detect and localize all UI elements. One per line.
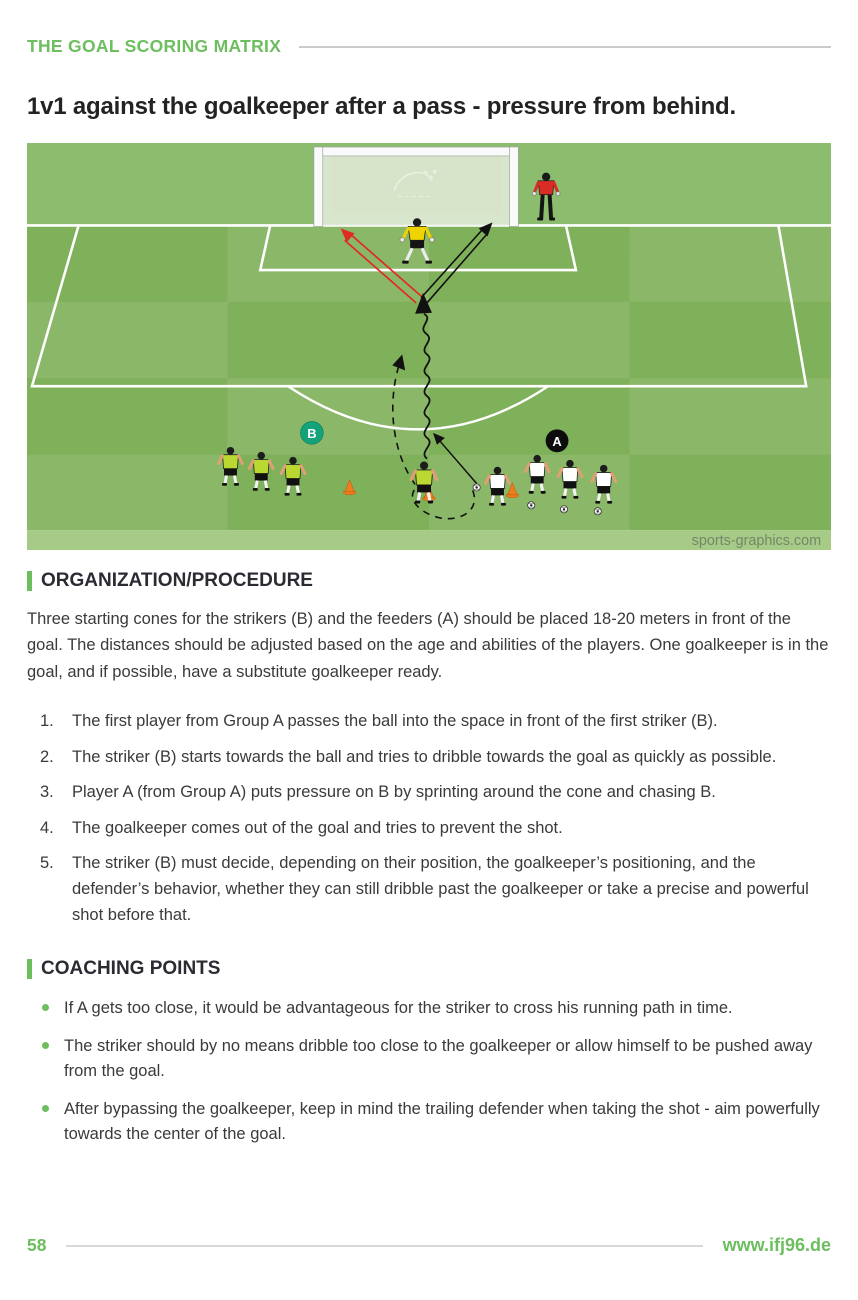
ball bbox=[528, 502, 535, 509]
procedure-step: 1. The first player from Group A passes the ball into the space in front of the first striker (B). bbox=[40, 712, 718, 731]
page-number: 58 bbox=[27, 1235, 47, 1255]
coaching-point: After bypassing the goalkeeper, keep in mind the trailing defender when taking the shot - aim powerfully towards the center of the goal. bbox=[27, 1097, 831, 1148]
bullet-icon bbox=[42, 1004, 49, 1011]
ball bbox=[560, 506, 567, 513]
website-link[interactable]: www.ifj96.de bbox=[722, 1235, 831, 1255]
svg-text:B: B bbox=[307, 425, 317, 441]
green-bar-icon bbox=[27, 959, 32, 979]
organization-title: ORGANIZATION/PROCEDURE bbox=[41, 570, 313, 591]
header-row bbox=[27, 36, 831, 57]
procedure-step: 4. The goalkeeper comes out of the goal and tries to prevent the shot. bbox=[40, 818, 563, 837]
group-a-badge bbox=[546, 429, 569, 452]
coaching-points bbox=[27, 996, 831, 1148]
page-title: 1v1 against the goalkeeper after a pass - pressure from behind. bbox=[27, 93, 736, 120]
organization-section-heading bbox=[27, 570, 831, 592]
organization-intro: Three starting cones for the strikers (B) and the feeders (A) should be placed 18-20 meters in front of the goal. The distances should be adjusted based on the age and abilities of the players. One goalkeeper is in the goal, and if possible, have a substitute goalkeeper ready. bbox=[27, 610, 829, 681]
bullet-icon bbox=[42, 1105, 49, 1112]
procedure-step: 3. Player A (from Group A) puts pressure on B by sprinting around the cone and chasing B. bbox=[40, 783, 716, 802]
procedure-steps bbox=[27, 709, 831, 928]
soccer-field-illustration bbox=[27, 143, 831, 550]
series-title: THE GOAL SCORING MATRIX bbox=[27, 36, 282, 56]
header-divider bbox=[299, 46, 831, 48]
coaching-point: If A gets too close, it would be advantageous for the striker to cross his running path in time. bbox=[27, 996, 831, 1022]
coaching-point: The striker should by no means dribble too close to the goalkeeper or allow himself to be pushed away from the goal. bbox=[27, 1034, 831, 1085]
coaching-section-heading bbox=[27, 958, 831, 980]
page-footer bbox=[27, 1235, 831, 1300]
green-bar-icon bbox=[27, 571, 32, 591]
sports-graphics-watermark: sports-graphics.com bbox=[691, 533, 822, 550]
bullet-icon bbox=[42, 1042, 49, 1049]
group-b-badge bbox=[300, 421, 323, 444]
coaching-title: COACHING POINTS bbox=[41, 958, 221, 980]
ball bbox=[594, 508, 601, 515]
ball bbox=[473, 484, 480, 491]
procedure-step: 2. The striker (B) starts towards the ball and tries to dribble towards the goal as quickly as possible. bbox=[40, 747, 777, 766]
svg-text:A: A bbox=[552, 433, 562, 449]
footer-divider bbox=[66, 1245, 702, 1247]
goal bbox=[314, 147, 518, 226]
procedure-step: 5. The striker (B) must decide, depending on their position, the goalkeeper’s positioning, and the defender’s behavior, whether they can still dribble past the goalkeeper or take a precise and powerful shot before that. bbox=[40, 854, 809, 924]
drill-diagram bbox=[27, 143, 831, 550]
